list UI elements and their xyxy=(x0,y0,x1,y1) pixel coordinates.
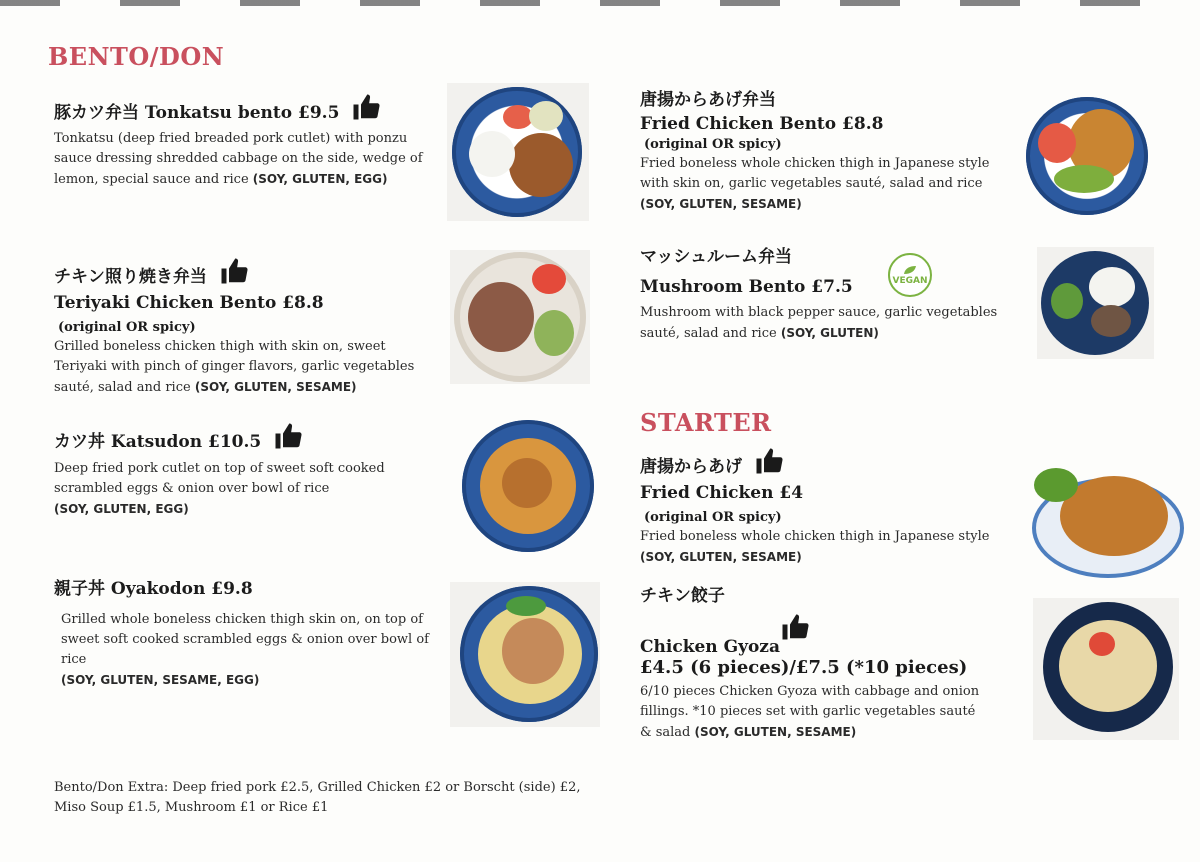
item-option: (original OR spicy) xyxy=(644,510,782,525)
item-desc-text: Fried boneless whole chicken thigh in Japanese style with skin on, garlic vegetables sauté, salad and rice xyxy=(640,156,990,191)
thumbs-up-icon xyxy=(754,446,784,476)
extras-line-1: Bento/Don Extra: Deep fried pork £2.5, Grilled Chicken £2 or Borscht (side) £2, xyxy=(54,780,581,795)
item-option: (original OR spicy) xyxy=(58,320,196,335)
item-description xyxy=(54,459,404,520)
item-desc-text: Grilled whole boneless chicken thigh skin on, on top of sweet soft cooked scrambled eggs & onion over bowl of rice xyxy=(61,612,429,667)
cutlet-shape xyxy=(502,458,552,508)
menu-item-katsudon xyxy=(54,421,434,520)
item-title-ja xyxy=(640,446,1010,479)
photo-tonkatsu xyxy=(447,83,589,221)
item-price: £4.5 (6 pieces)/£7.5 (*10 pieces) xyxy=(640,657,968,678)
tomato-shape xyxy=(1089,632,1115,656)
item-name-ja: チキン餃子 xyxy=(640,586,725,606)
section-title-bento: BENTO/DON xyxy=(48,42,225,71)
scan-edge xyxy=(0,0,1200,6)
vegan-label: VEGAN xyxy=(892,276,928,286)
item-allergens: (SOY, GLUTEN, SESAME) xyxy=(640,550,802,564)
item-description xyxy=(61,610,431,691)
item-desc-text: Mushroom with black pepper sauce, garlic vegetables sauté, salad and rice xyxy=(640,305,998,341)
thumbs-up-icon xyxy=(273,421,303,451)
item-name-ja: カツ丼 xyxy=(54,432,105,452)
vegetable-shape xyxy=(1054,165,1114,193)
item-name-en: Chicken Gyoza xyxy=(640,637,780,657)
item-title-en xyxy=(640,612,1010,659)
item-description xyxy=(54,337,434,398)
chicken-shape xyxy=(468,282,534,352)
photo-teriyaki xyxy=(450,250,590,384)
menu-item-mushroom xyxy=(640,245,1000,344)
menu-item-karaage-bento xyxy=(640,88,1010,215)
item-name-ja: 豚カツ弁当 xyxy=(54,103,139,123)
item-name-ja: チキン照り焼き弁当 xyxy=(54,267,207,287)
rice-shape xyxy=(1089,267,1135,307)
item-description xyxy=(640,303,1000,344)
pea-shape xyxy=(506,596,546,616)
photo-karaage xyxy=(1024,460,1188,582)
cabbage-shape xyxy=(529,101,563,131)
item-description xyxy=(640,527,1010,568)
leaf-icon xyxy=(903,265,917,275)
item-name-ja: 親子丼 xyxy=(54,579,105,599)
item-desc-text: Deep fried pork cutlet on top of sweet soft cooked scrambled eggs & onion over bowl of rice xyxy=(54,461,385,496)
item-allergens: (SOY, GLUTEN, SESAME) xyxy=(640,197,802,211)
photo-mushroom xyxy=(1037,247,1154,359)
item-name-en: Tonkatsu bento £9.5 xyxy=(144,103,340,123)
item-name-ja: 唐揚からあげ xyxy=(640,457,742,477)
photo-gyoza xyxy=(1033,598,1179,740)
item-title xyxy=(54,577,434,601)
item-desc-text: Fried boneless whole chicken thigh in Japanese style xyxy=(640,529,990,544)
menu-item-oyakodon xyxy=(54,577,434,691)
item-desc-text: 6/10 pieces Chicken Gyoza with cabbage and onion fillings. *10 pieces set with garlic vegetables sauté & salad xyxy=(640,684,980,740)
photo-oyakodon xyxy=(450,582,600,727)
salad-shape xyxy=(534,310,574,356)
item-description xyxy=(640,682,990,743)
extras-note xyxy=(54,778,614,818)
item-name-en: Oyakodon £9.8 xyxy=(110,579,253,599)
item-name-en: Teriyaki Chicken Bento £8.8 xyxy=(54,293,324,313)
item-description xyxy=(54,129,434,190)
extras-line-2: Miso Soup £1.5, Mushroom £1 or Rice £1 xyxy=(54,800,329,815)
tomato-shape xyxy=(532,264,566,294)
item-name-en: Mushroom Bento £7.5 xyxy=(640,277,853,297)
menu-item-gyoza xyxy=(640,584,1010,743)
section-title-starter: STARTER xyxy=(640,408,772,437)
photo-katsudon xyxy=(458,418,598,554)
item-allergens: (SOY, GLUTEN, EGG) xyxy=(252,172,388,186)
item-allergens: (SOY, GLUTEN, SESAME) xyxy=(694,725,857,739)
thumbs-up-icon xyxy=(780,612,810,642)
cutlet-shape xyxy=(509,133,573,197)
lettuce-shape xyxy=(1034,468,1078,502)
item-name-en: Fried Chicken Bento £8.8 xyxy=(640,114,884,134)
menu-item-tonkatsu xyxy=(54,92,434,190)
item-desc-text: Grilled boneless chicken thigh with skin on, sweet Teriyaki with pinch of ginger flavors, garlic vegetables sauté, salad and rice xyxy=(54,339,415,395)
item-option: (original OR spicy) xyxy=(644,137,782,152)
item-title xyxy=(54,92,434,125)
chicken-shape xyxy=(502,618,564,684)
salad-shape xyxy=(1038,123,1076,163)
item-allergens: (SOY, GLUTEN, EGG) xyxy=(54,502,189,516)
mushroom-shape xyxy=(1091,305,1131,337)
item-desc-text: Tonkatsu (deep fried breaded pork cutlet) with ponzu sauce dressing shredded cabbage on the side, wedge of lemon, special sauce and rice xyxy=(54,131,423,187)
menu-item-teriyaki xyxy=(54,256,434,398)
item-title-ja xyxy=(54,256,434,289)
item-allergens: (SOY, GLUTEN, SESAME, EGG) xyxy=(61,673,260,687)
salad-shape xyxy=(1051,283,1083,319)
photo-karaage-bento xyxy=(1024,95,1150,217)
item-allergens: (SOY, GLUTEN, SESAME) xyxy=(194,380,357,394)
item-name-en: Katsudon £10.5 xyxy=(110,432,262,452)
vegan-badge xyxy=(888,253,932,297)
thumbs-up-icon xyxy=(219,256,249,286)
thumbs-up-icon xyxy=(351,92,381,122)
item-name-en: Fried Chicken £4 xyxy=(640,483,804,503)
item-title xyxy=(54,421,434,454)
rice-shape xyxy=(469,131,515,177)
item-allergens: (SOY, GLUTEN) xyxy=(780,326,879,340)
menu-item-karaage xyxy=(640,446,1010,568)
item-name-ja: 唐揚からあげ弁当 xyxy=(640,90,776,110)
item-name-ja: マッシュルーム弁当 xyxy=(640,247,792,267)
item-description xyxy=(640,154,1010,215)
